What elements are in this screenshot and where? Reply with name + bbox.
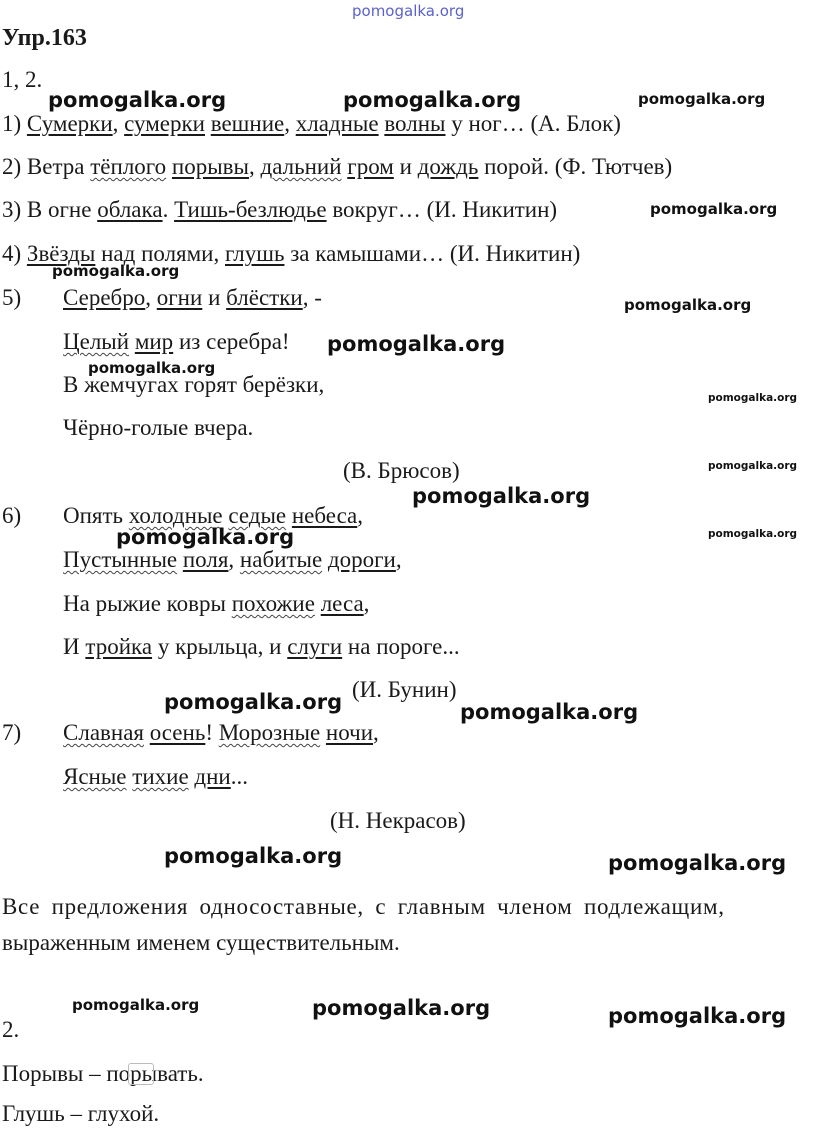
poem-5-line-4: Чёрно-голые вчера. <box>63 415 254 440</box>
sentence-4: 4) Звёзды над полями, глушь за камышами… (И. Никитин) <box>2 241 581 266</box>
poem-6-line-3: На рыжие ковры похожие леса, <box>63 591 370 616</box>
watermark: pomogalka.org <box>638 90 766 108</box>
watermark: pomogalka.org <box>164 844 343 868</box>
watermark: pomogalka.org <box>312 996 491 1020</box>
sentence-3: 3) В огне облака. Тишь-безлюдье вокруг… (И. Никитин) <box>2 197 558 222</box>
poem-5-line-3: В жемчугах горят берёзки, <box>63 372 325 397</box>
watermark: pomogalka.org <box>48 88 227 112</box>
watermark: pomogalka.org <box>624 296 752 314</box>
watermark: pomogalka.org <box>708 392 798 404</box>
poem-7-line-2: Ясные тихие дни... <box>63 764 248 789</box>
poem-5-line-2: Целый мир из серебра! <box>63 329 290 354</box>
poem-6-author: (И. Бунин) <box>352 677 457 702</box>
watermark: pomogalka.org <box>164 690 343 714</box>
exercise-subtitle: 1, 2. <box>2 67 43 92</box>
poem-7-line-1: Славная осень! Морозные ночи, <box>63 720 379 745</box>
poem-5-number: 5) <box>2 285 22 310</box>
poem-7-number: 7) <box>2 720 22 745</box>
watermark: pomogalka.org <box>327 332 506 356</box>
sentence-1: 1) Сумерки, сумерки вешние, хладные волны у ног… (А. Блок) <box>2 111 621 136</box>
conclusion-line-1: Все предложения односоставные, с главным членом подлежащим, <box>2 894 725 919</box>
part-2-pair-1: Порывы – порывать. <box>2 1061 204 1086</box>
watermark: pomogalka.org <box>72 996 200 1014</box>
watermark-top: pomogalka.org <box>352 2 465 20</box>
poem-7-author: (Н. Некрасов) <box>330 808 466 833</box>
conclusion-line-2: выраженным именем существительным. <box>2 930 400 955</box>
part-2-pair-2: Глушь – глухой. <box>2 1101 160 1126</box>
poem-5-line-1: Серебро, огни и блёстки, - <box>63 285 322 310</box>
watermark: pomogalka.org <box>608 851 787 875</box>
watermark: pomogalka.org <box>116 525 295 549</box>
watermark: pomogalka.org <box>52 262 180 280</box>
sentence-2: 2) Ветра тёплого порывы, дальний гром и дождь порой. (Ф. Тютчев) <box>2 154 673 179</box>
watermark: pomogalka.org <box>412 484 591 508</box>
poem-6-line-2: Пустынные поля, набитые дороги, <box>63 547 402 572</box>
watermark: pomogalka.org <box>708 460 798 472</box>
watermark: pomogalka.org <box>88 359 216 377</box>
part-2-number: 2. <box>2 1017 20 1042</box>
exercise-title: Упр.163 <box>2 25 87 51</box>
poem-5-author: (В. Брюсов) <box>343 458 460 483</box>
stamp-mark <box>128 1063 154 1085</box>
watermark: pomogalka.org <box>608 1004 787 1028</box>
poem-6-line-1: Опять холодные седые небеса, <box>63 503 364 528</box>
watermark: pomogalka.org <box>343 88 522 112</box>
poem-6-line-4: И тройка у крыльца, и слуги на пороге... <box>63 634 460 659</box>
poem-6-number: 6) <box>2 503 22 528</box>
watermark: pomogalka.org <box>708 528 798 540</box>
watermark: pomogalka.org <box>460 700 639 724</box>
watermark: pomogalka.org <box>650 200 778 218</box>
